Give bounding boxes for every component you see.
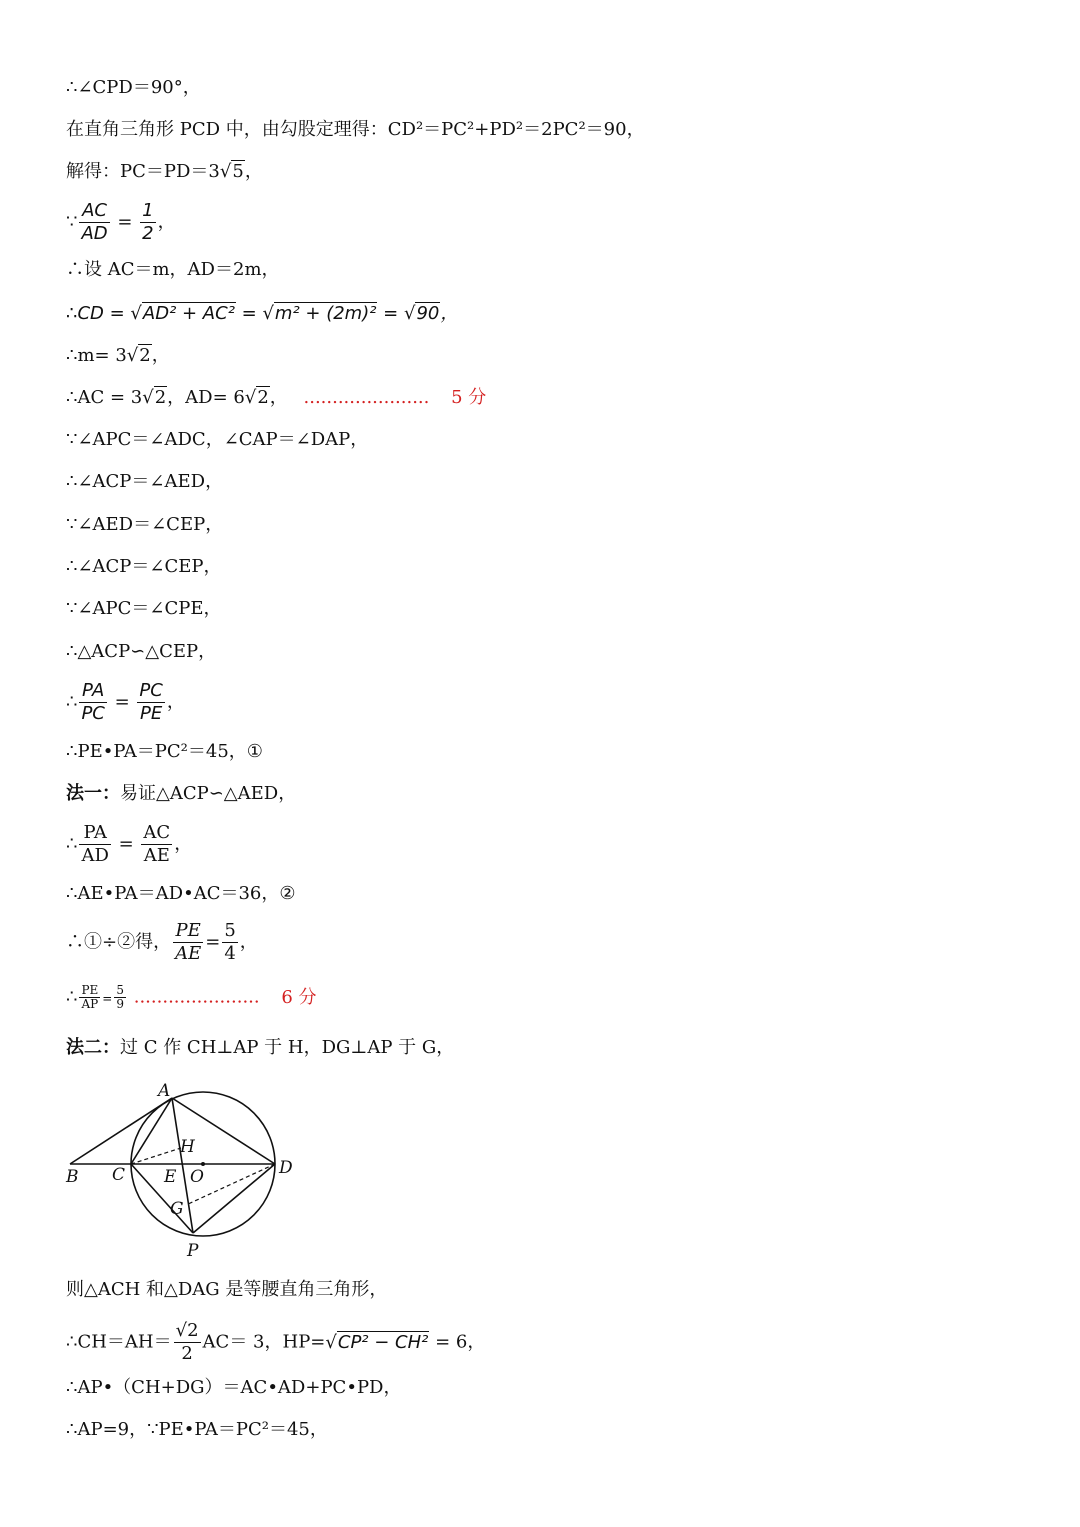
- line-3: 解得：PC＝PD＝3√5，: [66, 161, 263, 182]
- center-dot: [201, 1162, 205, 1166]
- line-24: ∴CH＝AH＝ $\frac{√2}{2}$ AC＝ 3，HP=√CP² − CH² = 6，: [66, 1320, 486, 1364]
- line-21: ∴ $\frac{PE}{AP}$ = $\frac{5}{9}$ ...................... 6 分: [66, 983, 317, 1011]
- label-a: A: [158, 1081, 171, 1101]
- line-6: ∴CD = √AD² + AC² = √m² + (2m)² = √90，: [66, 303, 459, 324]
- line-8: ∴AC = 3√2，AD= 6√2， ...................... 5 分: [66, 387, 487, 408]
- line-25: ∴AP•（CH+DG）＝AC•AD+PC•PD，: [66, 1377, 402, 1398]
- line-15: ∴ $\frac{PA}{PC}$ = $\frac{PC}{PE}$ ，: [66, 680, 185, 724]
- line-23: 则△ACH 和△DAG 是等腰直角三角形，: [66, 1279, 388, 1300]
- line-5: ∴设 AC＝m，AD＝2m，: [66, 259, 280, 280]
- label-p: P: [187, 1241, 199, 1260]
- label-c: C: [112, 1165, 126, 1185]
- label-d: D: [279, 1158, 293, 1178]
- line-12: ∴∠ACP＝∠CEP，: [66, 556, 222, 577]
- line-18: ∴ $\frac{PA}{AD}$ = $\frac{AC}{AE}$ ，: [66, 822, 193, 866]
- segment-ac: [131, 1098, 172, 1164]
- label-g: G: [170, 1199, 184, 1219]
- label-b: B: [66, 1167, 79, 1187]
- segment-ba: [70, 1098, 172, 1164]
- line-11: ∵∠AED＝∠CEP，: [66, 514, 224, 535]
- line-16: ∴PE•PA＝PC²＝45，①: [66, 741, 263, 762]
- line-14: ∴△ACP∽△CEP，: [66, 641, 217, 662]
- dashed-ch: [131, 1148, 181, 1164]
- line-17: 法一：易证△ACP∽△AED，: [66, 783, 297, 804]
- line-1: ∴∠CPD＝90°，: [66, 77, 201, 98]
- line-9: ∵∠APC＝∠ADC，∠CAP＝∠DAP，: [66, 429, 369, 450]
- score-dots-2: ......................: [133, 986, 260, 1008]
- label-h: H: [180, 1137, 195, 1157]
- line-22: 法二：过 C 作 CH⊥AP 于 H，DG⊥AP 于 G，: [66, 1037, 455, 1058]
- line-20: ∴①÷②得， $\frac{PE}{AE}$ = $\frac{5}{4}$ ，: [66, 920, 258, 964]
- line-2: 在直角三角形 PCD 中，由勾股定理得：CD²＝PC²+PD²＝2PC²＝90，: [66, 119, 645, 140]
- score-dots: ......................: [303, 387, 430, 408]
- line-26: ∴AP=9，∵PE•PA＝PC²＝45，: [66, 1419, 328, 1440]
- segment-dp: [193, 1164, 275, 1233]
- geometry-diagram: [62, 1078, 302, 1260]
- line-13: ∵∠APC＝∠CPE，: [66, 598, 222, 619]
- label-o: O: [190, 1167, 204, 1187]
- score-5: 5 分: [451, 387, 487, 408]
- line-10: ∴∠ACP＝∠AED，: [66, 471, 224, 492]
- line-19: ∴AE•PA＝AD•AC＝36，②: [66, 883, 296, 904]
- score-6: 6 分: [281, 986, 317, 1008]
- line-7: ∴m= 3√2，: [66, 345, 170, 366]
- line-4: ∵ $\frac{AC}{AD}$ = $\frac{1}{2}$ ，: [66, 200, 176, 244]
- label-e: E: [164, 1167, 177, 1187]
